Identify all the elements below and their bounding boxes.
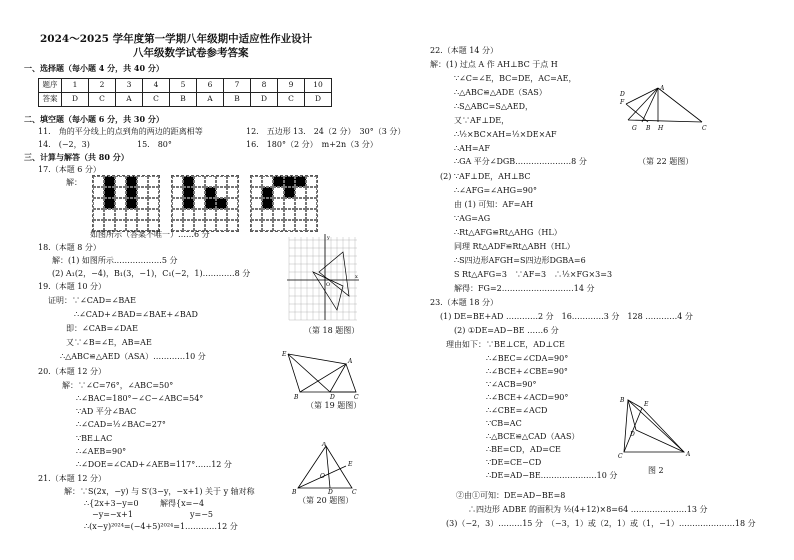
svg-text:E: E: [348, 461, 353, 468]
q19-triangle-figure: [280, 348, 366, 400]
table-cell: B: [170, 93, 197, 107]
answer-line: ∴∠CAD+∠BAD=∠BAE+∠BAD: [74, 310, 198, 319]
svg-text:D: D: [620, 91, 625, 98]
answer-line: ∴∠BAC=180°−∠C−∠ABC=54°: [76, 394, 204, 403]
answer-line: (2) A₁(2，−4)，B₁(3，−1)，C₁(−2，1)…………8 分: [52, 269, 251, 278]
answer-line: 12. 五边形: [246, 127, 291, 136]
svg-text:A: A: [322, 442, 327, 448]
section2-heading: 二、填空题（每小题 6 分，共 30 分）: [24, 114, 164, 124]
shape-grid-2: [171, 175, 239, 232]
answer-line: ∵DE=CE−CD: [486, 458, 542, 467]
table-cell: 1: [62, 79, 89, 93]
question-header: 17.（本题 6 分）: [38, 165, 101, 174]
q22-figure: [618, 84, 710, 152]
answer-line: 14. (−2，3): [38, 140, 90, 149]
answer-line: ∴△ABC≌△AED（ASA）…………10 分: [60, 352, 206, 361]
answer-line: ∴S四边形AFGH=S四边形DGBA=6: [454, 256, 586, 265]
answer-line: −y=−x+1: [92, 510, 133, 519]
answer-line: ∴∠CAD=½∠BAC=27°: [76, 420, 166, 429]
table-cell: 9: [278, 79, 305, 93]
answer-line: 又∵AF⊥DE，: [454, 116, 510, 125]
table-cell: C: [89, 93, 116, 107]
svg-text:C: C: [352, 489, 357, 494]
figure-caption: （第 18 题图）: [304, 326, 360, 335]
answer-line: ∴GA 平分∠DGB…………………8 分: [454, 157, 587, 166]
svg-text:E: E: [282, 351, 287, 358]
question-header: 21.（本题 12 分）: [38, 474, 106, 483]
answer-line: ∵CB=AC: [486, 419, 522, 428]
answer-line: ∴∠BEC=∠CDA=90°: [486, 354, 569, 363]
svg-text:B: B: [292, 489, 297, 494]
svg-text:G: G: [632, 125, 637, 132]
answer-line: ∴AH=AF: [454, 144, 490, 153]
svg-text:B: B: [646, 125, 651, 132]
svg-text:D: D: [330, 394, 335, 400]
table-row: [39, 93, 332, 107]
answer-line: ∴∠AFG=∠AHG=90°: [454, 186, 537, 195]
answer-line: ②由①可知：DE=AD−BE=8: [456, 491, 566, 500]
q20-triangle-figure: [290, 442, 360, 494]
shape-grid-1: [92, 175, 160, 232]
answer-line: ∴∠DOE=∠CAD+∠AEB=117°……12 分: [76, 460, 232, 469]
answer-line: ∵BE⊥AC: [76, 434, 113, 443]
answer-line: ∴Rt△AFG≌Rt△AHG（HL）: [454, 228, 562, 237]
svg-text:y: y: [327, 235, 330, 241]
q18-coordinate-figure: [285, 232, 361, 322]
answer-line: ∴½×BC×AH=½×DE×AF: [454, 130, 557, 139]
table-cell: 8: [251, 79, 278, 93]
svg-text:D: D: [328, 489, 333, 494]
section3-heading: 三、计算与解答（共 80 分）: [24, 152, 129, 162]
answer-line: ∵AG=AG: [454, 214, 491, 223]
answer-line: 同理 Rt△ADF≌Rt△ABH（HL）: [454, 242, 575, 251]
answer-line: 13. 24（2 分） 30°（3 分）: [293, 127, 406, 136]
answer-line: ∴∠AEB=90°: [76, 447, 127, 456]
answer-line: 解：∵∠C=76°，∠ABC=50°: [62, 381, 174, 390]
answer-line: ∵AD 平分∠BAC: [76, 407, 137, 416]
answer-line: 即：∠CAB=∠DAE: [66, 324, 138, 333]
svg-text:C: C: [702, 125, 707, 132]
answer-line: ∴∠CBE=∠ACD: [486, 406, 548, 415]
svg-text:A: A: [660, 85, 665, 92]
page-title: 2024～2025 学年度第一学期八年级期中适应性作业设计: [40, 33, 313, 45]
answer-line: 又∵∠B=∠E，AB=AE: [66, 338, 152, 347]
answer-line: ∴∠BCE+∠CBE=90°: [486, 367, 568, 376]
table-cell: 4: [143, 79, 170, 93]
figure-caption: （第 19 题图）: [306, 401, 362, 410]
svg-text:x: x: [355, 274, 358, 280]
q23-figure-2: [616, 394, 696, 460]
answer-line: ∴{2x+3−y=0: [84, 499, 139, 508]
table-cell: 题序: [39, 79, 62, 93]
answer-line: ∴BE=CD，AD=CE: [486, 445, 561, 454]
table-cell: D: [305, 93, 332, 107]
table-cell: 10: [305, 79, 332, 93]
svg-text:C: C: [354, 394, 359, 400]
answer-line: (3)（−2，3）………15 分 （−3，1）或（2，1）或（1，−1）…………………18 分: [446, 519, 756, 528]
table-cell: C: [278, 93, 305, 107]
svg-text:D: D: [630, 431, 635, 438]
svg-text:B: B: [294, 394, 299, 400]
svg-text:A: A: [348, 358, 353, 365]
q17-note: 如图所示（答案不唯一）……6 分: [90, 230, 210, 239]
table-cell: D: [251, 93, 278, 107]
answer-line: ∵∠C=∠E，BC=DE，AC=AE，: [454, 74, 577, 83]
figure-caption: （第 22 题图）: [638, 157, 694, 166]
table-cell: 答案: [39, 93, 62, 107]
table-cell: A: [116, 93, 143, 107]
table-row: [39, 79, 332, 93]
svg-text:B: B: [620, 397, 625, 404]
answer-line: (2) ①DE=AD−BE ……6 分: [454, 326, 559, 335]
table-cell: A: [197, 93, 224, 107]
answer-line: 理由如下：∵BE⊥CE，AD⊥CE: [446, 340, 565, 349]
answer-line: ∵∠ACB=90°: [486, 380, 537, 389]
answer-line: ∴S△ABC=S△AED，: [454, 102, 534, 111]
answer-line: ∴∠BCE+∠ACD=90°: [486, 393, 569, 402]
answer-line: (2) ∵AF⊥DE，AH⊥BC: [440, 172, 531, 181]
svg-text:O: O: [326, 282, 331, 288]
table-cell: 7: [224, 79, 251, 93]
table-cell: 6: [197, 79, 224, 93]
answer-line: ∴四边形 ADBE 的面积为 ½(4+12)×8=64 …………………13 分: [468, 505, 708, 514]
svg-text:H: H: [658, 125, 664, 132]
answer-line: ∴△BCE≌△CAD（AAS）: [486, 432, 580, 441]
answer-line: 15. 80°: [137, 140, 172, 149]
svg-text:E: E: [644, 401, 649, 408]
section1-heading: 一、选择题（每小题 4 分，共 40 分）: [24, 63, 164, 73]
svg-text:C: C: [618, 453, 623, 460]
table-cell: C: [143, 93, 170, 107]
table-cell: B: [224, 93, 251, 107]
answer-line: 解得{x=−4: [160, 499, 205, 508]
answer-line: 解：∵S(2x，−y) 与 S′(3−y，−x+1) 关于 y 轴对称: [64, 487, 255, 496]
question-header: 22.（本题 14 分）: [430, 46, 498, 55]
answer-line: 解：(1) 如图所示………………5 分: [52, 256, 178, 265]
answer-line: ∴△ABC≌△ADE（SAS）: [454, 88, 547, 97]
answer-line: ∴DE=AD−BE…………………10 分: [486, 471, 618, 480]
table-cell: 3: [116, 79, 143, 93]
answer-line: 解：(1) 过点 A 作 AH⊥BC 于点 H: [430, 60, 558, 69]
answer-line: 解得：FG=2………………………14 分: [454, 284, 595, 293]
question-header: 23.（本题 18 分）: [430, 298, 498, 307]
question-header: 20.（本题 12 分）: [38, 367, 106, 376]
answer-line: S Rt△AFG=3 ∵AF=3 ∴½×FG×3=3: [454, 270, 613, 279]
answer-table: [38, 78, 332, 107]
table-cell: D: [62, 93, 89, 107]
answer-line: ∴(x−y)²⁰²⁴=(−4+5)²⁰²⁴=1…………12 分: [84, 522, 238, 531]
answer-line: 由 (1) 可知：AF=AH: [454, 200, 534, 209]
answer-line: 16. 180°（2 分） m+2n（3 分）: [246, 140, 378, 149]
figure-caption: 图 2: [648, 466, 664, 475]
svg-text:A: A: [686, 451, 691, 458]
answer-line: (1) DE=BE+AD …………2 分 16…………3 分 128 …………4 分: [440, 312, 693, 321]
page-subtitle: 八年级数学试卷参考答案: [133, 47, 249, 59]
solution-label: 解：: [66, 178, 82, 187]
table-cell: 5: [170, 79, 197, 93]
answer-line: 11. 角的平分线上的点到角的两边的距离相等: [38, 127, 203, 136]
shape-grid-3: [250, 175, 318, 232]
figure-caption: （第 20 题图）: [298, 496, 354, 505]
question-header: 19.（本题 10 分）: [38, 282, 106, 291]
svg-text:O: O: [320, 473, 325, 480]
answer-line: 证明：∵∠CAD=∠BAE: [48, 296, 136, 305]
table-cell: 2: [89, 79, 116, 93]
question-header: 18.（本题 8 分）: [38, 243, 101, 252]
svg-text:F: F: [620, 99, 625, 106]
answer-line: y=−5: [190, 510, 214, 519]
